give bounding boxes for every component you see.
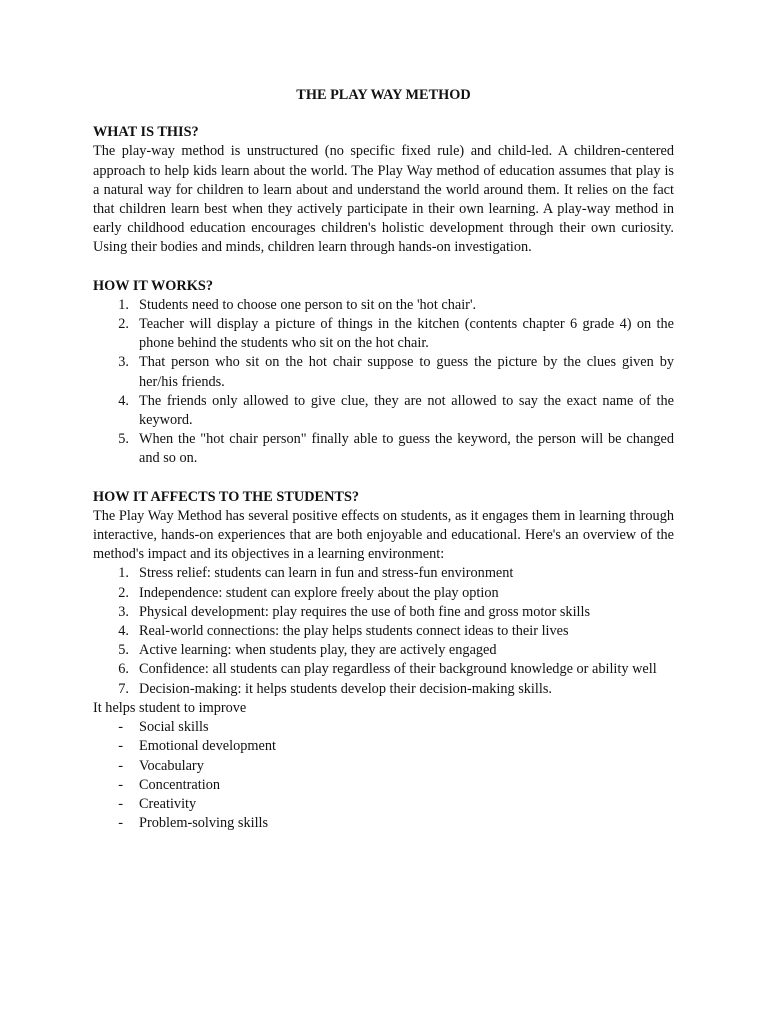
- list-item-text: Concentration: [139, 776, 220, 793]
- list-number: 6.: [118, 661, 129, 678]
- list-item: [93, 430, 674, 468]
- list-item-text: That person who sit on the hot chair suppose to guess the picture by the clues given by her/his friends.: [139, 354, 674, 390]
- list-item-text: Stress relief: students can learn in fun and stress-fun environment: [139, 565, 514, 582]
- spacer: [93, 469, 674, 488]
- dash-marker: -: [118, 815, 123, 832]
- section-how-it-works: [93, 277, 674, 469]
- list-item-text: Emotional development: [139, 738, 276, 755]
- list-item-text: Confidence: all students can play regardless of their background knowledge or ability well: [139, 661, 657, 678]
- improve-list: [93, 718, 674, 833]
- list-item-text: Active learning: when students play, they are actively engaged: [139, 642, 497, 659]
- list-item-text: Real-world connections: the play helps students connect ideas to their lives: [139, 623, 569, 640]
- list-item: [93, 584, 674, 603]
- list-item-text: Independence: student can explore freely about the play option: [139, 584, 499, 601]
- list-item: [93, 795, 674, 814]
- list-item: [93, 622, 674, 641]
- section-heading-how: HOW IT WORKS?: [93, 277, 213, 294]
- list-number: 3.: [118, 354, 129, 371]
- list-item-text: When the "hot chair person" finally able to guess the keyword, the person will be changed and so on.: [139, 431, 674, 467]
- list-item: [93, 680, 674, 699]
- list-item: [93, 757, 674, 776]
- section-what-is-this: [93, 123, 674, 257]
- dash-marker: -: [118, 757, 123, 774]
- section-heading-what: WHAT IS THIS?: [93, 124, 199, 141]
- list-item: [93, 296, 674, 315]
- list-item-text: Physical development: play requires the use of both fine and gross motor skills: [139, 603, 591, 620]
- list-item: [93, 603, 674, 622]
- list-item-text: Social skills: [139, 719, 209, 736]
- list-item-text: Problem-solving skills: [139, 815, 269, 832]
- list-item-text: The friends only allowed to give clue, they are not allowed to say the exact name of the keyword.: [139, 392, 674, 429]
- list-item-text: Vocabulary: [139, 757, 204, 774]
- list-item: [93, 641, 674, 660]
- list-item: [93, 718, 674, 737]
- improve-intro: It helps student to improve: [93, 699, 247, 716]
- list-item: [93, 737, 674, 756]
- section-how-it-affects: [93, 488, 674, 834]
- list-item: [93, 392, 674, 430]
- list-number: 3.: [118, 603, 129, 620]
- section-heading-affects: HOW IT AFFECTS TO THE STUDENTS?: [93, 488, 360, 505]
- list-item-text: Teacher will display a picture of things in the kitchen (contents chapter 6 grade 4) on the phone behind the students who sit on the hot chair.: [139, 316, 674, 352]
- list-item-text: Creativity: [139, 795, 197, 812]
- spacer: [93, 258, 674, 277]
- affects-intro-paragraph: The Play Way Method has several positive effects on students, as it engages them in learning through interactive, hands-on experiences that are both enjoyable and educational. Here's an overview of the method's impact and its objectives in a learning environment:: [93, 507, 674, 563]
- list-item-text: Decision-making: it helps students develop their decision-making skills.: [139, 680, 552, 697]
- steps-list: [93, 296, 674, 469]
- list-number: 2.: [118, 316, 129, 333]
- list-number: 4.: [118, 623, 129, 640]
- dash-marker: -: [118, 776, 123, 793]
- list-number: 7.: [118, 680, 129, 697]
- list-number: 4.: [118, 392, 129, 409]
- list-item-text: Students need to choose one person to sit on the 'hot chair'.: [139, 296, 477, 313]
- effects-list: [93, 564, 674, 698]
- list-item: [93, 814, 674, 833]
- dash-marker: -: [118, 795, 123, 812]
- list-item: [93, 660, 674, 679]
- list-item: [93, 776, 674, 795]
- list-number: 1.: [118, 565, 129, 582]
- list-item: [93, 353, 674, 391]
- what-paragraph: The play-way method is unstructured (no specific fixed rule) and child-led. A children-centered approach to help kids learn about the world. The Play Way method of education assumes that play is a natural way for children to learn about and understand the world around them. It relies on the fact that children learn best when they actively participate in their own learning. A play-way method in early childhood education encourages children's holistic development through their own curiosity. Using their bodies and minds, children learn through hands-on investigation.: [93, 143, 674, 256]
- document-title: THE PLAY WAY METHOD: [296, 87, 471, 103]
- list-number: 5.: [118, 642, 129, 659]
- dash-marker: -: [118, 738, 123, 755]
- list-item: [93, 315, 674, 353]
- list-item: [93, 564, 674, 583]
- list-number: 1.: [118, 296, 129, 313]
- list-number: 2.: [118, 584, 129, 601]
- dash-marker: -: [118, 719, 123, 736]
- list-number: 5.: [118, 431, 129, 448]
